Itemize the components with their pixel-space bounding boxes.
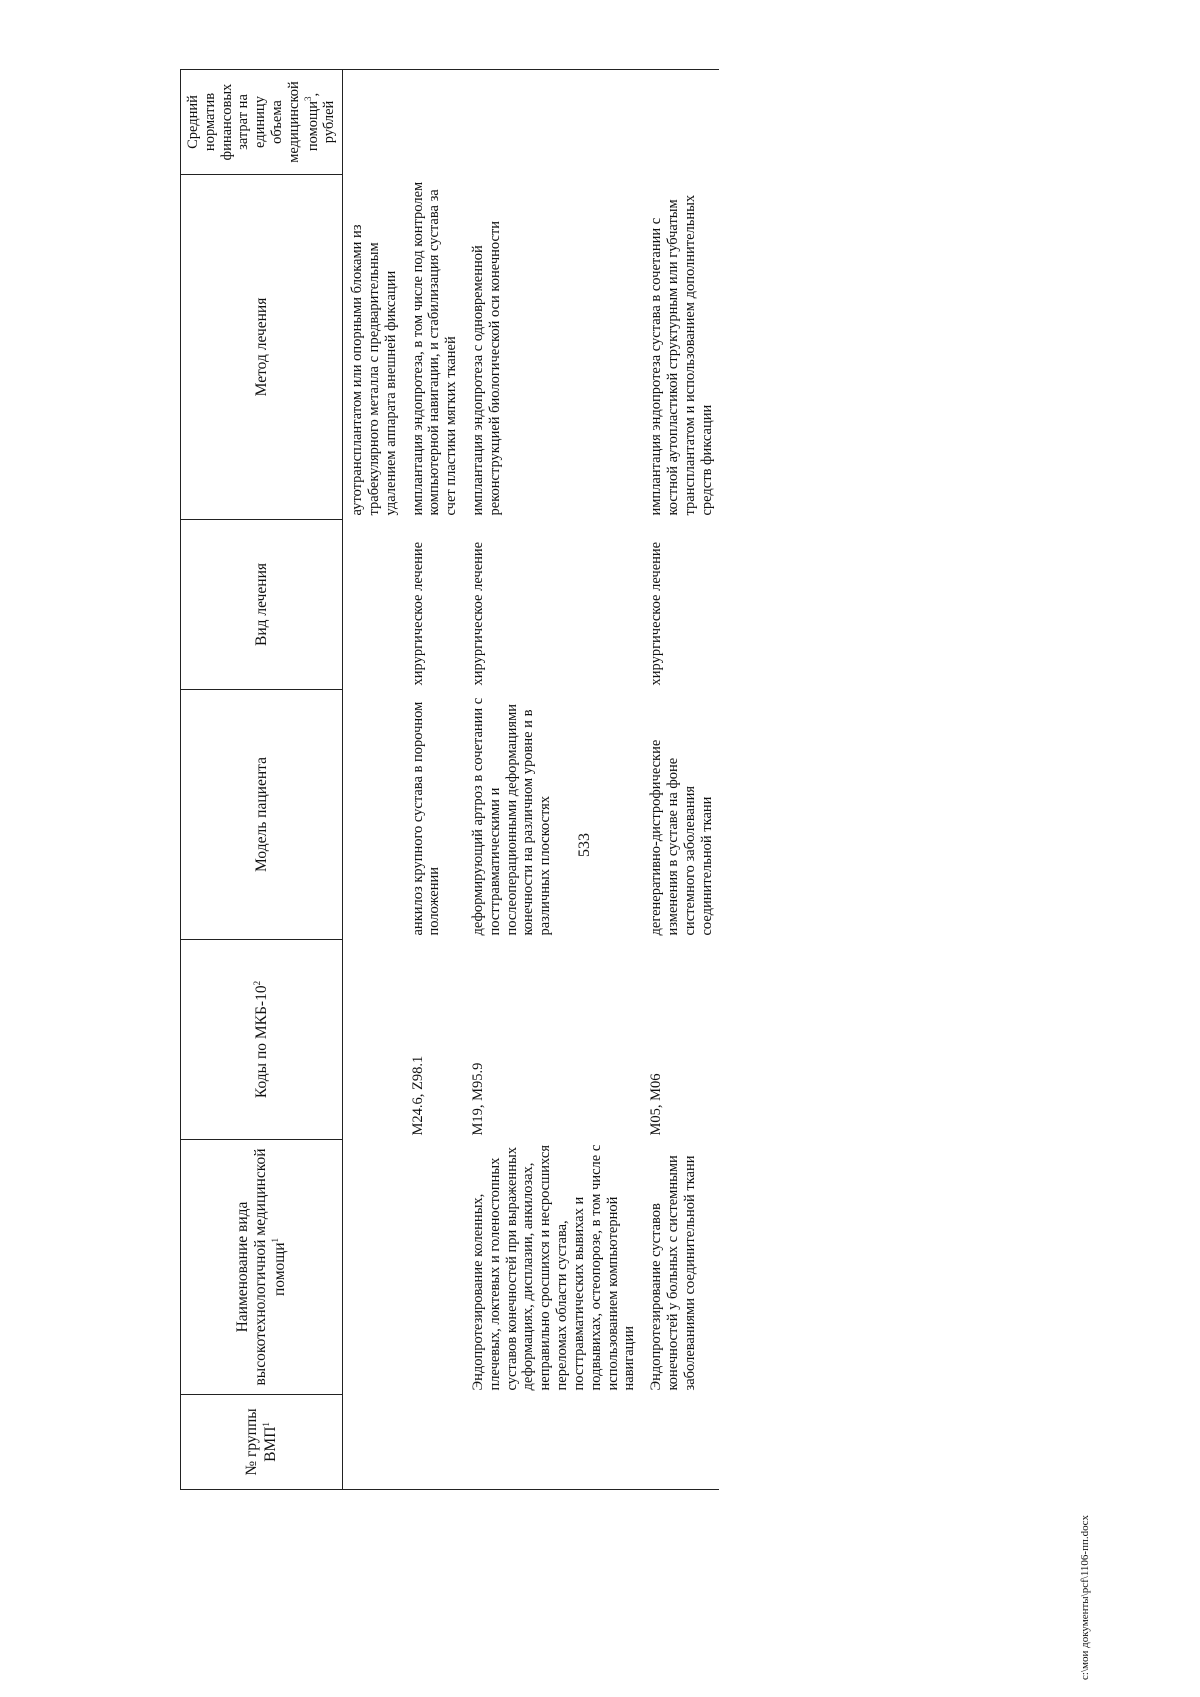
header-group-no: № группы ВМП$^1$: [181, 1395, 343, 1490]
cell-codes: M24.6, Z98.1: [409, 1055, 426, 1136]
cell-group: [642, 1395, 719, 1490]
cell-name: Эндопротезирование суставов конечностей у больных с системными заболеваниями соединительной ткани: [648, 1155, 698, 1391]
cell-treatment: хирургическое лечение: [648, 541, 665, 686]
table-row: [464, 70, 642, 1490]
cell-cost: [404, 70, 464, 175]
cell-method: имплантация эндопротеза сустава в сочетании с костной аутопластикой структурным или губчатым трансплантатом и использованием дополнительных средств фиксации: [648, 194, 715, 516]
cell-codes: M05, M06: [648, 1073, 665, 1136]
cell-method: аутотрансплантатом или опорными блоками из трабекулярного металла с предварительным удалением аппарата внешней фиксации: [349, 224, 399, 516]
header-treatment: Вид лечения: [181, 520, 343, 690]
cell-model: [343, 690, 404, 940]
file-path-footer: c:\мои документы\pcf\1106-пп.docx: [1079, 1515, 1091, 1680]
cell-codes: [343, 940, 404, 1140]
cell-group: [343, 1395, 404, 1490]
cell-cost: [464, 70, 642, 175]
page-number: 533: [576, 833, 593, 857]
cell-treatment: хирургическое лечение: [409, 541, 426, 686]
header-model: Модель пациента: [181, 690, 343, 940]
cell-treatment: хирургическое лечение: [470, 541, 487, 686]
cell-treatment: [343, 520, 404, 690]
cell-method: имплантация эндопротеза, в том числе под контролем компьютерной навигации, и стабилизация сустава за счет пластики мягких тканей: [409, 181, 460, 516]
vmp-table: [180, 69, 719, 1490]
rotated-table-wrapper: [180, 70, 760, 1490]
cell-cost: [343, 70, 404, 175]
table-row: [404, 70, 464, 1490]
header-name: Наименование вида высокотехнологичной медицинской помощи$^1$: [181, 1140, 343, 1395]
cell-model: дегенеративно-дистрофические изменения в суставе на фоне системного заболевания соединительной ткани: [648, 739, 715, 936]
header-codes: Коды по МКБ-$10^2$: [181, 940, 343, 1140]
cell-codes: M19, M95.9: [470, 1062, 487, 1136]
cell-cost: [642, 70, 719, 175]
cell-name: [404, 1140, 464, 1395]
cell-group: [404, 1395, 464, 1490]
header-cost: Средний норматив финансовых затрат на единицу объема медицинской помощи$^3$, рублей: [181, 70, 343, 175]
table-row: [642, 70, 719, 1490]
header-method: Метод лечения: [181, 175, 343, 520]
table-row: [343, 70, 404, 1490]
cell-model: деформирующий артроз в сочетании с посттравматическими и послеоперационными деформациями конечности на различном уровне и в различных плоскостях: [470, 697, 554, 936]
cell-name: Эндопротезирование коленных, плечевых, локтевых и голеностопных суставов конечностей при выраженных деформациях, дисплазии, анкилозах, неправильно сросшихся и несросшихся переломах области сустава, посттравматических вывихах и подвывихах, остеопорозе, в том числе с использованием компьютерной навигации: [470, 1144, 638, 1391]
table-header-row: [181, 70, 343, 1490]
cell-method: имплантация эндопротеза с одновременной реконструкцией биологической оси конечности: [470, 220, 503, 516]
cell-model: анкилоз крупного сустава в порочном положении: [409, 701, 443, 936]
cell-group: [464, 1395, 642, 1490]
cell-name: [343, 1140, 404, 1395]
